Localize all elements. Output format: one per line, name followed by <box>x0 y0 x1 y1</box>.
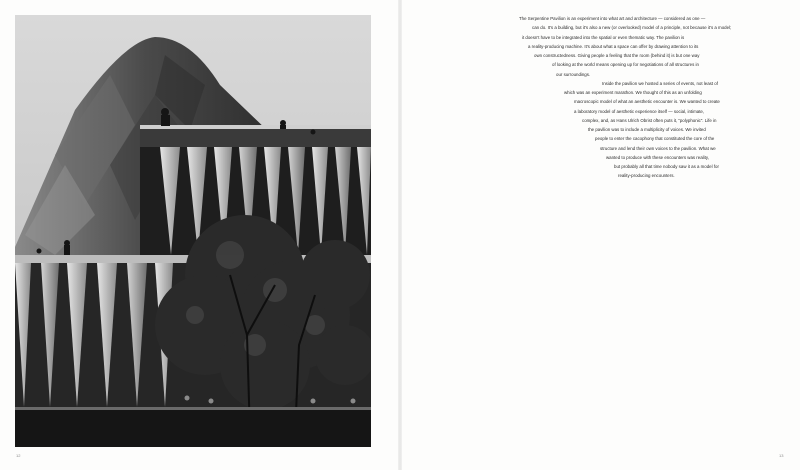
text-line: of looking at the world means opening up for negotiations of all structures in <box>552 62 699 68</box>
text-line: reality-producing encounters. <box>618 173 675 179</box>
body-text <box>500 14 790 181</box>
text-line: the pavilion was to include a multiplicity of voices. We invited <box>588 127 706 132</box>
text-line: people to enter the cacophony that constituted the core of the <box>595 136 715 142</box>
text-line: it doesn't have to be integrated into the spatial or even thematic way. The pavilion is <box>522 34 685 40</box>
text-line: macroscopic model of what an aesthetic encounter is. We wanted to create <box>574 99 720 105</box>
text-line: complex, and, as Hans Ulrich Obrist often puts it, “polyphonic”. Life in <box>582 117 717 123</box>
text-line: structure and lend their own voices to the pavilion. What we <box>600 145 716 151</box>
text-line: wanted to produce with these encounters was reality, <box>606 154 709 160</box>
right-page-number: 13 <box>779 453 784 458</box>
text-line: our surroundings. <box>556 71 591 77</box>
text-line: own constructedness. Giving people a feeling that the room (behind it) is but one way <box>534 53 700 58</box>
text-line: but probably all that time nobody saw it as a model for <box>614 164 719 169</box>
text-line: The Serpentine Pavilion is an experiment into what art and architecture — considered as one — <box>519 16 706 21</box>
pavilion-photograph <box>15 15 371 447</box>
text-line: can do. It's a building, but it's also a new (or overlooked) model of a principle, not because it's a model; <box>532 25 732 31</box>
book-gutter <box>398 0 402 470</box>
text-line: a laboratory model of aesthetic experience itself — social, intimate, <box>574 108 705 114</box>
text-line: a reality-producing machine. It's about what a space can offer by drawing attention to its <box>528 43 699 49</box>
text-line: which was an experiment marathon. We thought of this as an unfolding <box>564 90 702 95</box>
text-line: Inside the pavilion we hosted a series of events, not least of <box>602 80 718 86</box>
left-page-number: 12 <box>16 453 21 458</box>
